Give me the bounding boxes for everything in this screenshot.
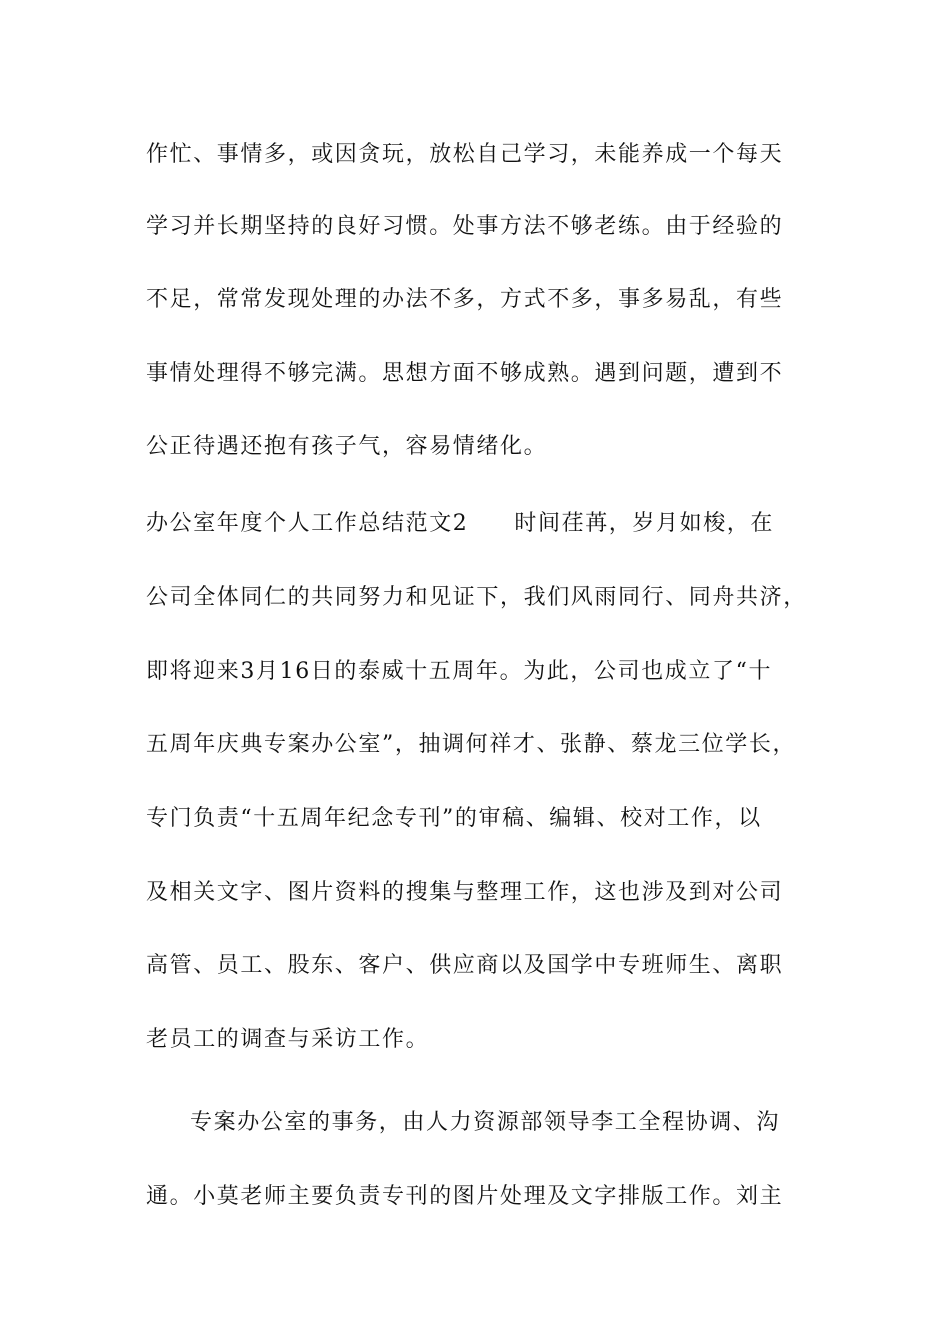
text-line: 即将迎来3月16日的泰威十五周年。为此，公司也成立了“十 bbox=[146, 659, 773, 684]
text-line: 学习并长期坚持的良好习惯。处事方法不够老练。由于经验的 bbox=[146, 214, 784, 239]
text-line: 通。小莫老师主要负责专刊的图片处理及文字排版工作。刘主 bbox=[146, 1184, 784, 1209]
text-line: 五周年庆典专案办公室”，抽调何祥才、张静、蔡龙三位学长， bbox=[146, 732, 797, 757]
text-line: 公正待遇还抱有孩子气，容易情绪化。 bbox=[146, 434, 548, 459]
text-line: 公司全体同仁的共同努力和见证下，我们风雨同行、同舟共济， bbox=[146, 585, 807, 610]
section-heading-line bbox=[146, 504, 826, 544]
text-line: 作忙、事情多，或因贪玩，放松自己学习，未能养成一个每天 bbox=[146, 142, 784, 167]
text-line: 专门负责“十五周年纪念专刊”的审稿、编辑、校对工作，以 bbox=[146, 806, 762, 831]
text-line: 专案办公室的事务，由人力资源部领导李工全程协调、沟 bbox=[190, 1110, 781, 1135]
section-heading: 办公室年度个人工作总结范文2 bbox=[146, 511, 469, 536]
text-line: 事情处理得不够完满。思想方面不够成熟。遇到问题，遭到不 bbox=[146, 361, 784, 386]
text-line: 及相关文字、图片资料的搜集与整理工作，这也涉及到对公司 bbox=[146, 880, 784, 905]
text-line: 高管、员工、股东、客户、供应商以及国学中专班师生、离职 bbox=[146, 953, 784, 978]
text-line: 老员工的调查与采访工作。 bbox=[146, 1027, 430, 1052]
text-fragment: 时间荏苒，岁月如梭，在 bbox=[514, 511, 775, 536]
text-line: 不足，常常发现处理的办法不多，方式不多，事多易乱，有些 bbox=[146, 287, 784, 312]
